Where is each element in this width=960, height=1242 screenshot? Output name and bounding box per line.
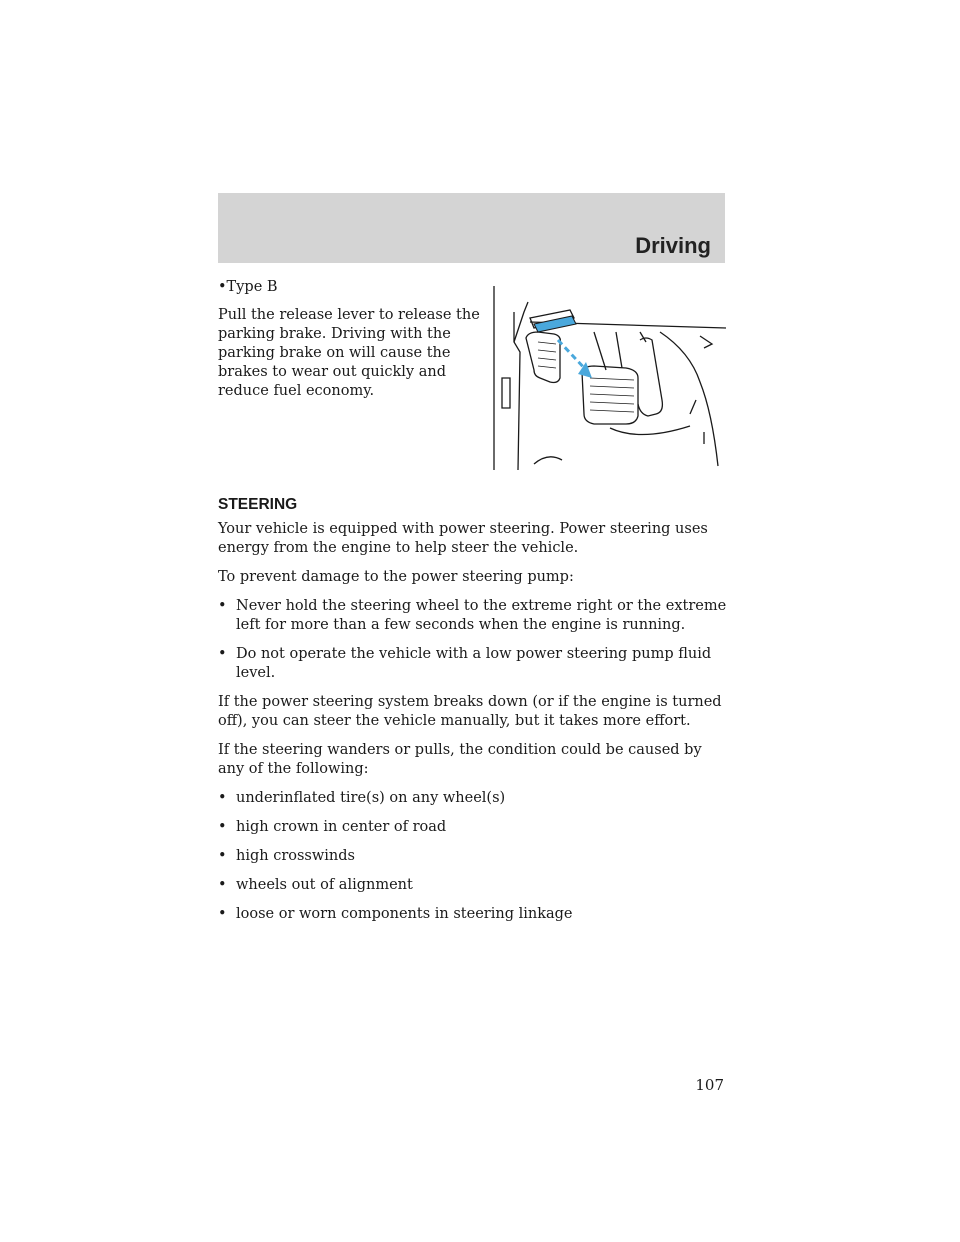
section-title: Driving: [635, 233, 711, 258]
bullet-marker: •: [218, 790, 227, 806]
bullet-marker: •: [218, 877, 227, 893]
parking-brake-instruction: Pull the release lever to release the parking brake. Driving with the parking brake on will cause the brakes to wear out quickly and reduce fuel economy.: [218, 307, 480, 399]
bullet-marker: •: [218, 906, 227, 922]
type-label: •Type B: [218, 279, 278, 295]
prevent-item: Never hold the steering wheel to the extreme right or the extreme left for more than a few seconds when the engine is running.: [236, 598, 727, 633]
list-item: [218, 876, 728, 895]
bullet-marker: •: [218, 848, 227, 864]
bullet-marker: •: [218, 819, 227, 835]
cause-item: high crosswinds: [236, 848, 355, 864]
steering-body: [218, 520, 728, 934]
list-item: [218, 905, 728, 924]
list-item: [218, 597, 728, 635]
list-item: [218, 847, 728, 866]
parking-brake-pedal-illustration: [490, 282, 726, 472]
cause-item: underinflated tire(s) on any wheel(s): [236, 790, 506, 806]
cause-item: high crown in center of road: [236, 819, 447, 835]
bullet-marker: •: [218, 598, 227, 614]
prevent-label: To prevent damage to the power steering pump:: [218, 569, 574, 585]
section-header-band: [218, 193, 725, 263]
steering-intro: Your vehicle is equipped with power steering. Power steering uses energy from the engine to help steer the vehicle.: [218, 521, 708, 556]
cause-item: wheels out of alignment: [236, 877, 413, 893]
steering-heading: STEERING: [218, 496, 298, 513]
page-number: 107: [695, 1076, 724, 1094]
cause-item: loose or worn components in steering linkage: [236, 906, 573, 922]
list-item: [218, 818, 728, 837]
wander-label: If the steering wanders or pulls, the condition could be caused by any of the following:: [218, 742, 702, 777]
bullet-marker: •: [218, 646, 227, 662]
list-item: [218, 645, 728, 683]
prevent-item: Do not operate the vehicle with a low power steering pump fluid level.: [236, 646, 712, 681]
list-item: [218, 789, 728, 808]
breakdown-text: If the power steering system breaks down (or if the engine is turned off), you can steer the vehicle manually, but it takes more effort.: [218, 694, 722, 729]
